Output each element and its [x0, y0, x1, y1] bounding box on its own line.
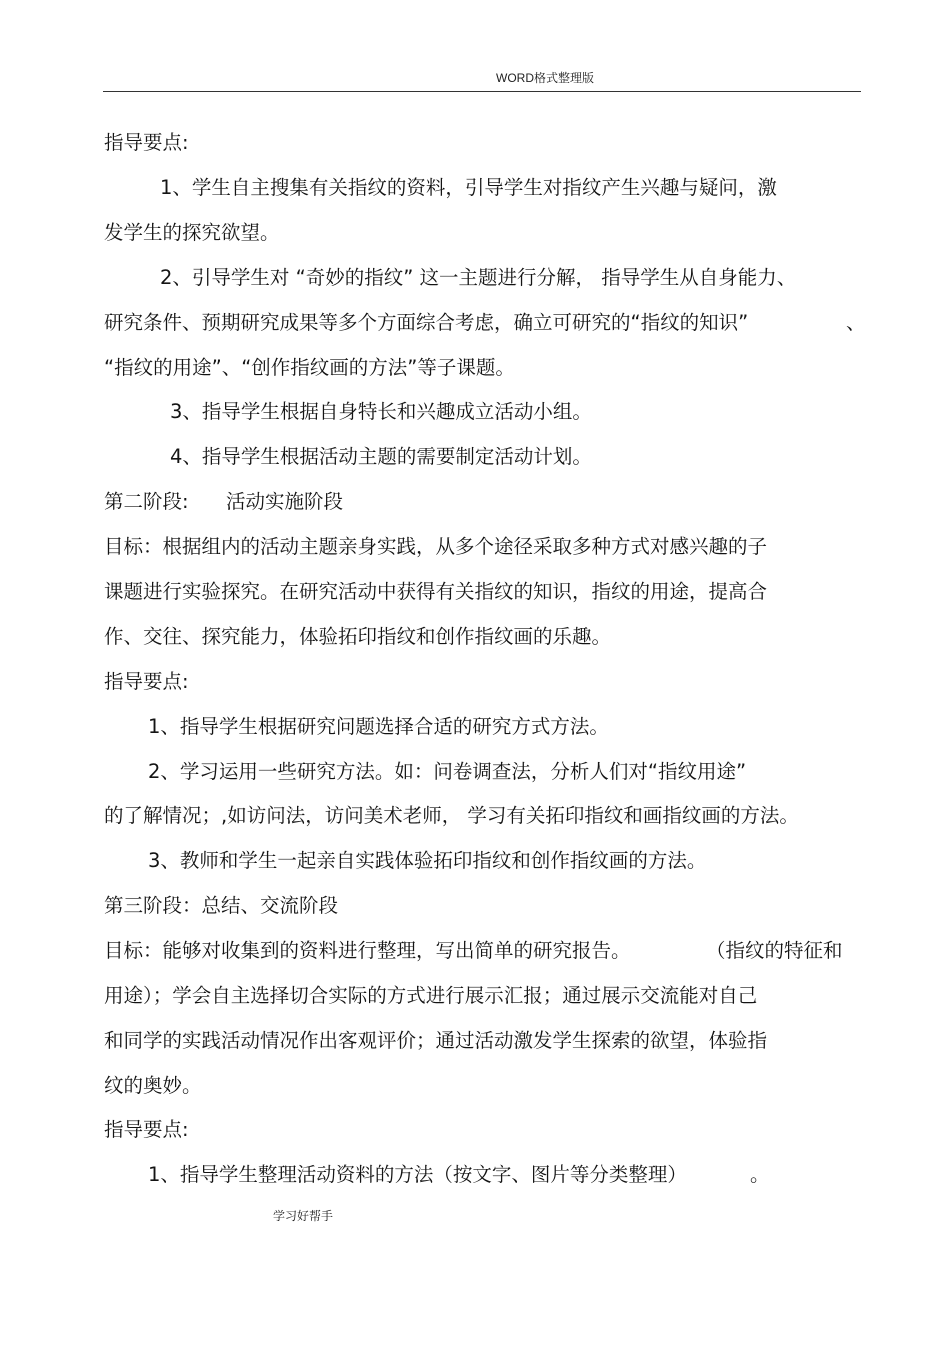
paragraph-line: 1、学生自主搜集有关指纹的资料，引导学生对指纹产生兴趣与疑问，激: [160, 176, 777, 199]
page-header-title: WORD格式整理版: [496, 71, 594, 85]
paragraph-line: 。: [750, 1163, 770, 1186]
paragraph-line: 3、教师和学生一起亲自实践体验拓印指纹和创作指纹画的方法。: [148, 849, 707, 872]
paragraph-line: （指纹的特征和: [706, 939, 843, 962]
paragraph-line: 作、交往、探究能力，体验拓印指纹和创作指纹画的乐趣。: [104, 625, 612, 648]
guidance-heading: 指导要点:: [104, 131, 189, 154]
stage-heading: 第二阶段:: [104, 490, 189, 513]
page-footer-text: 学习好帮手: [273, 1209, 334, 1223]
paragraph-line: 4、指导学生根据活动主题的需要制定活动计划。: [170, 445, 592, 468]
stage-title: 活动实施阶段: [226, 490, 344, 513]
paragraph-line: 、: [846, 311, 866, 334]
paragraph-line: 2、学习运用一些研究方法。如：问卷调查法，分析人们对“指纹用途”: [148, 760, 747, 783]
paragraph-line: 研究条件、预期研究成果等多个方面综合考虑，确立可研究的“指纹的知识”: [104, 311, 749, 334]
paragraph-line: 和同学的实践活动情况作出客观评价；通过活动激发学生探索的欲望，体验指: [104, 1029, 768, 1052]
paragraph-line: 用途）；学会自主选择切合实际的方式进行展示汇报；通过展示交流能对自己: [104, 984, 758, 1007]
paragraph-line: 3、指导学生根据自身特长和兴趣成立活动小组。: [170, 400, 592, 423]
paragraph-line: 发学生的探究欲望。: [104, 221, 280, 244]
paragraph-line: 2、引导学生对 “奇妙的指纹” 这一主题进行分解， 指导学生从自身能力、: [160, 266, 797, 289]
guidance-heading: 指导要点:: [104, 1118, 189, 1141]
paragraph-line: 的了解情况；,如访问法，访问美术老师， 学习有关拓印指纹和画指纹画的方法。: [104, 804, 799, 827]
paragraph-line: 1、指导学生根据研究问题选择合适的研究方式方法。: [148, 715, 609, 738]
guidance-heading: 指导要点:: [104, 670, 189, 693]
paragraph-line: 1、指导学生整理活动资料的方法（按文字、图片等分类整理）: [148, 1163, 687, 1186]
paragraph-line: 课题进行实验探究。在研究活动中获得有关指纹的知识，指纹的用途，提高合: [104, 580, 768, 603]
paragraph-line: “指纹的用途”、“创作指纹画的方法”等子课题。: [104, 356, 515, 379]
paragraph-line: 目标：能够对收集到的资料进行整理，写出简单的研究报告。: [104, 939, 631, 962]
paragraph-line: 目标：根据组内的活动主题亲身实践，从多个途径采取多种方式对感兴趣的子: [104, 535, 768, 558]
stage-heading: 第三阶段：总结、交流阶段: [104, 894, 339, 917]
paragraph-line: 纹的奥妙。: [104, 1074, 202, 1097]
header-divider: [103, 91, 861, 92]
